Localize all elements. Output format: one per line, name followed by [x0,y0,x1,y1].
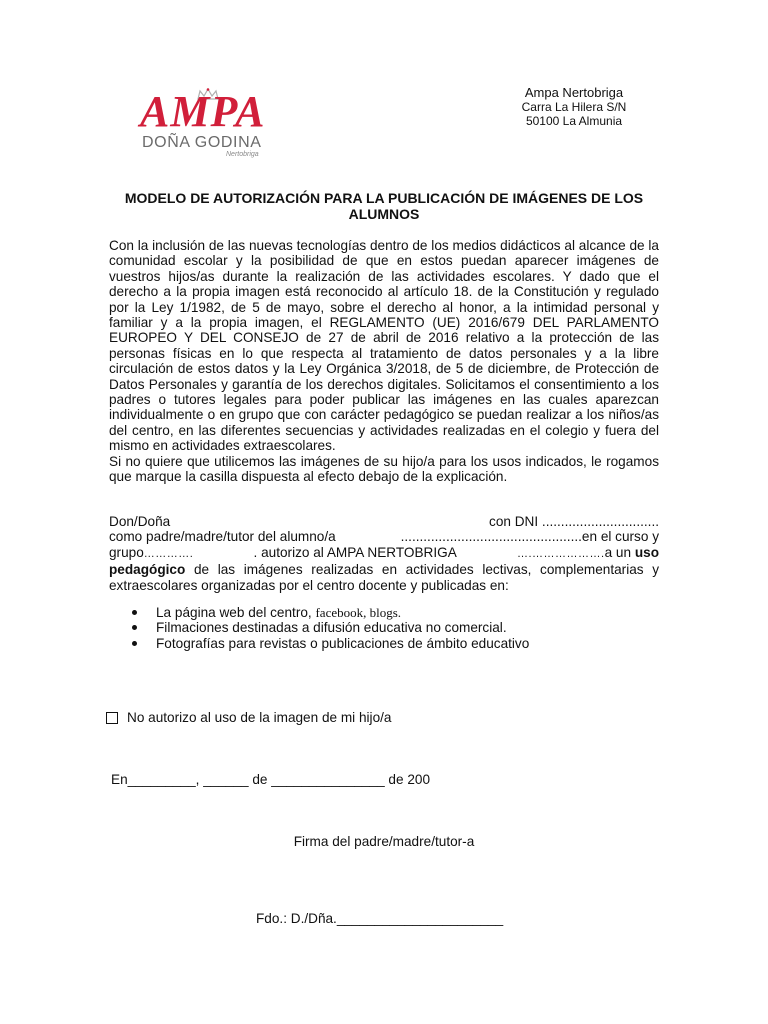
bullet-icon [132,641,137,646]
dni-field[interactable]: con DNI ............................... [489,514,659,529]
no-authorize-label: No autorizo al uso de la imagen de mi hijo/a [127,710,392,725]
form-line-purpose [109,562,659,593]
no-authorize-checkbox[interactable] [106,712,118,724]
don-label: Don/Doña [109,514,171,529]
list-item: Filmaciones destinadas a difusión educativa no comercial. [132,620,652,635]
bullet-icon [132,625,137,630]
ampa-logo [136,88,286,162]
no-authorize-row [106,710,391,725]
course-label: en el curso y [581,529,659,545]
document-title: MODELO DE AUTORIZACIÓN PARA LA PUBLICACIÓN DE IMÁGENES DE LOS ALUMNOS [124,190,644,222]
body-paragraph-1: Con la inclusión de las nuevas tecnologías dentro de los medios didácticos al alcance de la comunidad escolar y la posibilidad de que en estos puedan aparecer imágenes de vuestros hijos/as durante la realización de las actividades escolares. Y dado que el derecho a la propia imagen está reconocido al artículo 18. de la Constitución y regulado por la Ley 1/1982, de 5 de mayo, sobre el derecho al honor, a la intimidad personal y familiar y a la propia imagen, el REGLAMENTO (UE) 2016/679 DEL PARLAMENTO EUROPEO Y DEL CONSEJO de 27 de abril de 2016 relativo a la protección de las personas físicas en lo que respecta al tratamiento de datos personales y a la libre circulación de estos datos y la Ley Orgánica 3/2018, de 5 de diciembre, de Protección de Datos Personales y garantía de los derechos digitales. Solicitamos el consentimiento a los padres o tutores legales para poder publicar las imágenes en las cuales aparezcan individualmente o en grupo que con carácter pedagógico se puedan realizar a los niños/as del centro, en las diferentes secuencias y actividades realizadas en el colegio y fuera del mismo en actividades extraescolares. [109,238,659,454]
bullet-icon [132,610,137,615]
ampa-field[interactable]: ….………………. [516,547,605,560]
list-item: La página web del centro, facebook, blogs. [132,605,652,620]
logo-brand-text: AMPA [140,87,266,136]
sender-address [500,86,648,128]
group-field[interactable]: …………. [143,547,194,560]
address-city: 50100 La Almunia [525,114,623,128]
address-street: Carra La Hilera S/N [521,100,627,114]
form-line-group [109,545,659,562]
form-line-student [109,529,659,544]
signature-label: Firma del padre/madre/tutor-a [293,834,475,849]
student-field[interactable]: ................................................ [400,529,582,545]
uso-text: uso [634,544,659,560]
body-paragraph-2: Si no quiere que utilicemos las imágenes de su hijo/a para los usos indicados, le rogamos que marque la casilla dispuesta al efecto debajo de la explicación. [109,453,659,485]
logo-tagline: Nertobriga [226,151,259,158]
form-line-name [109,514,659,529]
list-item: Fotografías para revistas o publicaciones de ámbito educativo [132,636,652,651]
signature-name-line[interactable]: Fdo.: D./Dña.______________________ [256,911,504,926]
logo-subtitle: DOÑA GODINA [142,134,262,151]
date-line[interactable]: En_________, ______ de _______________ de 200 [111,772,431,787]
authorize-text: . autorizo al AMPA NERTOBRIGA [253,544,457,560]
a-un-text: a un [604,544,632,560]
body-text [109,238,659,485]
publication-list [132,605,652,651]
purpose-text: de las imágenes realizadas en actividades lectivas, complementarias y extraescolares organizadas por el centro docente y publicadas en: [109,562,660,593]
address-name: Ampa Nertobriga [524,85,624,100]
authorization-form [109,514,659,593]
pedagogico-text: pedagógico [109,562,186,578]
student-label: como padre/madre/tutor del alumno/a [109,529,336,545]
group-label: grupo [109,544,144,560]
